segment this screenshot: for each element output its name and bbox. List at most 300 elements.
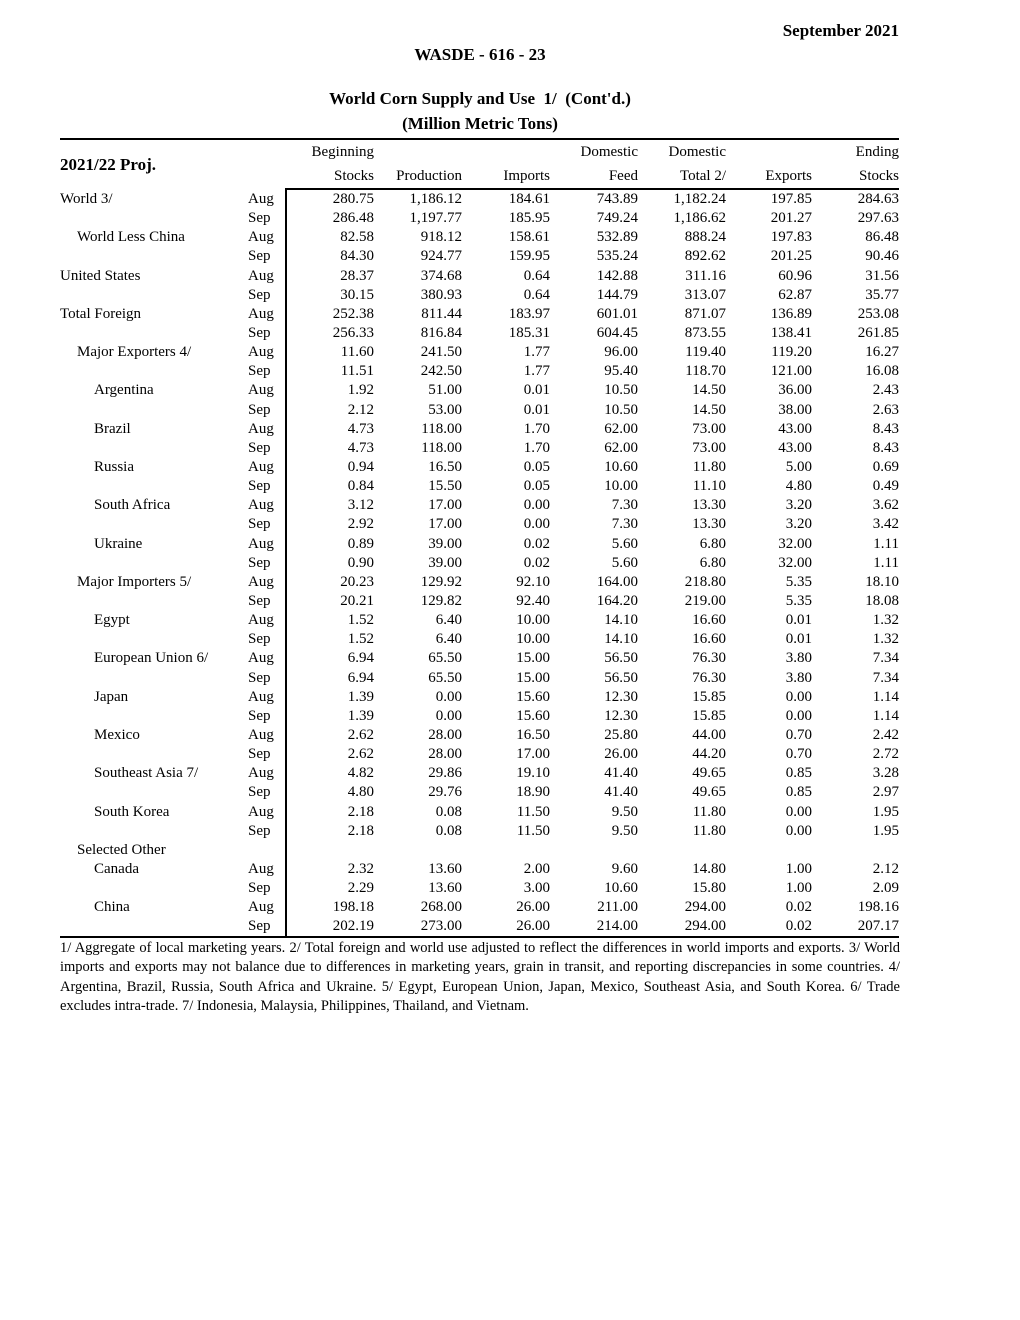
row-month: Aug xyxy=(248,803,274,820)
row-month: Sep xyxy=(248,363,271,380)
cell-beginning-stocks: 2.18 xyxy=(286,803,374,822)
cell-exports: 32.00 xyxy=(778,554,812,571)
row-month: Sep xyxy=(248,746,271,763)
row-month: Aug xyxy=(248,573,274,590)
cell-beginning-stocks: 1.52 xyxy=(286,630,374,649)
cell-ending-stocks: 1.95 xyxy=(872,822,899,839)
cell-exports: 5.00 xyxy=(785,459,812,476)
cell-domestic-feed: 743.89 xyxy=(596,191,638,208)
row-month: Sep xyxy=(248,669,271,686)
table-row xyxy=(60,803,899,822)
cell-production: 65.50 xyxy=(428,650,462,667)
row-month: Aug xyxy=(248,382,274,399)
cell-domestic-total: 49.65 xyxy=(692,765,726,782)
table-row xyxy=(60,362,899,381)
period-label: 2021/22 Proj. xyxy=(60,139,248,189)
row-month: Sep xyxy=(248,325,271,342)
cell-production: 380.93 xyxy=(420,286,462,303)
cell-beginning-stocks: 1.92 xyxy=(286,381,374,400)
cell-ending-stocks xyxy=(812,841,899,860)
table-row xyxy=(60,688,899,707)
row-label xyxy=(60,362,248,381)
cell-beginning-stocks: 4.73 xyxy=(286,420,374,439)
cell-ending-stocks: 1.32 xyxy=(872,612,899,629)
cell-beginning-stocks: 20.21 xyxy=(286,592,374,611)
cell-imports: 18.90 xyxy=(516,784,550,801)
cell-imports: 183.97 xyxy=(508,305,550,322)
cell-ending-stocks: 297.63 xyxy=(857,210,899,227)
row-label: Japan xyxy=(94,688,129,705)
cell-exports: 0.01 xyxy=(785,612,812,629)
table-row xyxy=(60,822,899,841)
row-month: Aug xyxy=(248,612,274,629)
cell-beginning-stocks: 1.52 xyxy=(286,611,374,630)
cell-imports: 0.05 xyxy=(523,459,550,476)
cell-domestic-feed xyxy=(550,841,638,860)
table-title-block xyxy=(0,86,960,136)
cell-ending-stocks: 18.08 xyxy=(865,593,899,610)
row-month: Aug xyxy=(248,190,274,207)
row-month: Aug xyxy=(248,229,274,246)
cell-ending-stocks: 7.34 xyxy=(872,669,899,686)
cell-exports: 0.00 xyxy=(785,822,812,839)
row-month: Sep xyxy=(248,439,271,456)
cell-ending-stocks: 284.63 xyxy=(857,191,899,208)
cell-domestic-total: 888.24 xyxy=(684,229,726,246)
corn-supply-table xyxy=(60,138,899,938)
cell-beginning-stocks: 6.94 xyxy=(286,669,374,688)
cell-exports: 0.85 xyxy=(785,765,812,782)
cell-production: 118.00 xyxy=(421,420,462,437)
cell-domestic-total: 14.50 xyxy=(692,401,726,418)
row-label: Major Importers 5/ xyxy=(77,573,192,590)
cell-beginning-stocks: 2.32 xyxy=(286,860,374,879)
cell-domestic-total: 44.20 xyxy=(692,746,726,763)
col-header-imports-1 xyxy=(462,139,550,164)
cell-exports: 201.27 xyxy=(770,210,812,227)
cell-beginning-stocks: 0.90 xyxy=(286,554,374,573)
row-label: Major Exporters 4/ xyxy=(77,344,192,361)
cell-production: 17.00 xyxy=(428,516,462,533)
table-row xyxy=(60,611,899,630)
col-header-beginning-stocks-2: Stocks xyxy=(286,164,374,189)
cell-production: 0.00 xyxy=(435,688,462,705)
cell-exports: 62.87 xyxy=(778,286,812,303)
cell-exports: 36.00 xyxy=(778,382,812,399)
cell-domestic-total: 892.62 xyxy=(684,248,726,265)
cell-domestic-feed: 10.50 xyxy=(604,382,638,399)
cell-production: 51.00 xyxy=(428,382,462,399)
cell-domestic-feed: 9.50 xyxy=(611,822,638,839)
cell-ending-stocks: 1.11 xyxy=(873,535,899,552)
cell-domestic-total: 13.30 xyxy=(692,516,726,533)
cell-imports: 159.95 xyxy=(508,248,550,265)
row-label xyxy=(60,439,248,458)
cell-production: 13.60 xyxy=(428,860,462,877)
cell-imports: 10.00 xyxy=(516,631,550,648)
row-label xyxy=(60,822,248,841)
cell-exports: 1.00 xyxy=(785,860,812,877)
cell-exports: 0.02 xyxy=(785,899,812,916)
table-row xyxy=(60,783,899,802)
cell-exports: 43.00 xyxy=(778,420,812,437)
cell-beginning-stocks: 11.51 xyxy=(286,362,374,381)
cell-imports: 1.77 xyxy=(523,363,550,380)
cell-domestic-feed: 26.00 xyxy=(604,746,638,763)
col-header-domestic-total-1: Domestic xyxy=(638,139,726,164)
cell-imports: 11.50 xyxy=(516,803,550,820)
cell-imports: 10.00 xyxy=(516,612,550,629)
cell-imports: 26.00 xyxy=(516,899,550,916)
table-row xyxy=(60,305,899,324)
cell-beginning-stocks: 4.82 xyxy=(286,764,374,783)
cell-domestic-total: 76.30 xyxy=(692,669,726,686)
cell-beginning-stocks: 2.29 xyxy=(286,879,374,898)
row-label xyxy=(60,209,248,228)
row-label: Brazil xyxy=(94,420,131,437)
cell-ending-stocks: 7.34 xyxy=(872,650,899,667)
row-label: United States xyxy=(60,267,141,284)
cell-domestic-feed: 56.50 xyxy=(604,650,638,667)
table-row xyxy=(60,267,899,286)
cell-ending-stocks: 198.16 xyxy=(857,899,899,916)
col-header-ending-stocks-2: Stocks xyxy=(812,164,899,189)
row-month: Aug xyxy=(248,535,274,552)
cell-beginning-stocks: 1.39 xyxy=(286,707,374,726)
cell-exports: 1.00 xyxy=(785,880,812,897)
cell-imports: 92.10 xyxy=(516,573,550,590)
row-label xyxy=(60,247,248,266)
row-month: Sep xyxy=(248,822,271,839)
cell-ending-stocks: 2.43 xyxy=(872,382,899,399)
cell-domestic-total: 873.55 xyxy=(684,325,726,342)
cell-ending-stocks: 86.48 xyxy=(865,229,899,246)
cell-production: 28.00 xyxy=(428,746,462,763)
table-row xyxy=(60,764,899,783)
cell-ending-stocks: 2.97 xyxy=(872,784,899,801)
cell-imports: 158.61 xyxy=(508,229,550,246)
table-row xyxy=(60,535,899,554)
table-row xyxy=(60,917,899,937)
cell-imports: 19.10 xyxy=(516,765,550,782)
cell-domestic-feed: 62.00 xyxy=(604,420,638,437)
cell-ending-stocks: 2.12 xyxy=(872,860,899,877)
row-month: Sep xyxy=(248,707,271,724)
cell-domestic-total: 313.07 xyxy=(684,286,726,303)
cell-domestic-feed: 10.60 xyxy=(604,880,638,897)
cell-domestic-total: 218.80 xyxy=(684,573,726,590)
cell-beginning-stocks: 3.12 xyxy=(286,496,374,515)
cell-domestic-total: 1,186.62 xyxy=(673,210,726,227)
table-row xyxy=(60,841,899,860)
cell-imports: 92.40 xyxy=(516,593,550,610)
row-label: Canada xyxy=(94,860,139,877)
cell-production: 28.00 xyxy=(428,727,462,743)
row-label: South Korea xyxy=(94,803,170,820)
row-month: Sep xyxy=(248,478,271,495)
cell-domestic-feed: 211.00 xyxy=(597,899,638,916)
cell-ending-stocks: 1.95 xyxy=(872,803,899,820)
cell-domestic-total: 15.85 xyxy=(692,688,726,705)
cell-imports: 0.64 xyxy=(523,267,550,284)
table-units: (Million Metric Tons) xyxy=(402,114,558,133)
cell-domestic-feed: 749.24 xyxy=(596,210,638,227)
cell-imports: 184.61 xyxy=(508,191,550,208)
cell-beginning-stocks: 2.12 xyxy=(286,401,374,420)
row-month: Sep xyxy=(248,784,271,801)
cell-ending-stocks: 0.49 xyxy=(872,478,899,495)
row-label: Mexico xyxy=(94,727,140,743)
col-header-domestic-total-2: Total 2/ xyxy=(638,164,726,189)
cell-domestic-feed: 25.80 xyxy=(604,727,638,743)
cell-domestic-total: 44.00 xyxy=(692,727,726,743)
cell-domestic-feed: 7.30 xyxy=(611,497,638,514)
cell-production: 273.00 xyxy=(374,917,462,937)
cell-domestic-feed: 144.79 xyxy=(596,286,638,303)
row-label xyxy=(60,707,248,726)
col-header-exports-1 xyxy=(726,139,812,164)
col-header-production-1 xyxy=(374,139,462,164)
row-month: Sep xyxy=(248,401,271,418)
row-month xyxy=(248,841,286,860)
row-label: Argentina xyxy=(94,382,154,399)
row-month: Sep xyxy=(248,210,271,227)
cell-domestic-total: 219.00 xyxy=(684,593,726,610)
cell-exports: 0.02 xyxy=(726,917,812,937)
cell-domestic-feed: 9.50 xyxy=(611,803,638,820)
cell-exports: 119.20 xyxy=(771,344,812,361)
cell-production: 241.50 xyxy=(420,344,462,361)
cell-exports: 60.96 xyxy=(778,267,812,284)
cell-beginning-stocks: 4.73 xyxy=(286,439,374,458)
cell-domestic-feed: 604.45 xyxy=(596,325,638,342)
cell-production xyxy=(374,841,462,860)
cell-domestic-total: 6.80 xyxy=(699,535,726,552)
table-row xyxy=(60,458,899,477)
cell-exports: 3.20 xyxy=(785,516,812,533)
cell-domestic-total: 1,182.24 xyxy=(673,191,726,208)
row-label: World Less China xyxy=(77,229,185,246)
table-row xyxy=(60,286,899,305)
table-row xyxy=(60,573,899,592)
cell-domestic-total: 11.80 xyxy=(692,803,726,820)
cell-beginning-stocks: 2.62 xyxy=(286,745,374,764)
cell-domestic-total: 76.30 xyxy=(692,650,726,667)
cell-production: 29.86 xyxy=(428,765,462,782)
table-row xyxy=(60,860,899,879)
cell-exports: 201.25 xyxy=(770,248,812,265)
cell-production: 13.60 xyxy=(428,880,462,897)
cell-imports: 1.70 xyxy=(523,439,550,456)
cell-ending-stocks: 3.42 xyxy=(872,516,899,533)
cell-domestic-total: 11.10 xyxy=(692,478,726,495)
table-row xyxy=(60,247,899,266)
table-row xyxy=(60,477,899,496)
cell-ending-stocks: 261.85 xyxy=(857,325,899,342)
table-row xyxy=(60,592,899,611)
cell-domestic-feed: 535.24 xyxy=(596,248,638,265)
cell-domestic-total: 11.80 xyxy=(692,822,726,839)
cell-ending-stocks: 90.46 xyxy=(865,248,899,265)
cell-ending-stocks: 8.43 xyxy=(872,420,899,437)
cell-imports: 0.05 xyxy=(523,478,550,495)
table-row xyxy=(60,496,899,515)
row-label: China xyxy=(94,899,130,916)
cell-imports: 11.50 xyxy=(516,822,550,839)
row-label: Egypt xyxy=(94,612,130,629)
table-row xyxy=(60,439,899,458)
table-row xyxy=(60,879,899,898)
cell-imports: 0.00 xyxy=(523,497,550,514)
cell-ending-stocks: 2.63 xyxy=(872,401,899,418)
row-label: South Africa xyxy=(94,497,171,514)
cell-exports: 0.00 xyxy=(785,707,812,724)
col-header-domestic-feed-1: Domestic xyxy=(550,139,638,164)
row-month: Sep xyxy=(248,286,271,303)
cell-exports: 3.80 xyxy=(785,669,812,686)
cell-domestic-feed: 164.00 xyxy=(596,573,638,590)
cell-exports: 0.70 xyxy=(785,746,812,763)
cell-imports: 0.64 xyxy=(523,286,550,303)
cell-imports: 3.00 xyxy=(523,880,550,897)
cell-production: 129.92 xyxy=(420,573,462,590)
cell-beginning-stocks: 2.18 xyxy=(286,822,374,841)
report-id: WASDE - 616 - 23 xyxy=(414,45,546,64)
row-month: Aug xyxy=(248,459,274,476)
col-header-ending-stocks-1: Ending xyxy=(812,139,899,164)
row-month: Aug xyxy=(248,765,274,782)
row-label xyxy=(60,917,248,937)
cell-domestic-total: 119.40 xyxy=(685,344,726,361)
table-row xyxy=(60,669,899,688)
cell-domestic-total: 73.00 xyxy=(692,420,726,437)
cell-beginning-stocks xyxy=(286,841,374,860)
row-month: Aug xyxy=(248,497,274,514)
cell-exports: 0.85 xyxy=(785,784,812,801)
row-month: Sep xyxy=(248,554,271,571)
cell-beginning-stocks: 20.23 xyxy=(286,573,374,592)
row-label: Total Foreign xyxy=(60,305,142,322)
cell-imports: 16.50 xyxy=(516,727,550,743)
cell-production: 1,197.77 xyxy=(409,210,462,227)
cell-production: 65.50 xyxy=(428,669,462,686)
table-row xyxy=(60,381,899,400)
cell-domestic-feed: 95.40 xyxy=(604,363,638,380)
cell-production: 0.08 xyxy=(435,803,462,820)
table-title: World Corn Supply and Use 1/ (Cont'd.) xyxy=(329,89,631,108)
cell-imports: 17.00 xyxy=(516,746,550,763)
row-label: World 3/ xyxy=(60,190,113,207)
cell-domestic-feed: 142.88 xyxy=(596,267,638,284)
table-row xyxy=(60,630,899,649)
cell-domestic-total: 14.80 xyxy=(692,860,726,877)
row-label: Selected Other xyxy=(77,841,166,858)
cell-ending-stocks: 16.08 xyxy=(865,363,899,380)
cell-domestic-total: 73.00 xyxy=(692,439,726,456)
cell-beginning-stocks: 286.48 xyxy=(286,209,374,228)
cell-ending-stocks: 2.42 xyxy=(872,727,899,743)
cell-production: 29.76 xyxy=(428,784,462,801)
cell-domestic-total xyxy=(638,841,726,860)
cell-ending-stocks: 3.28 xyxy=(872,765,899,782)
cell-beginning-stocks: 256.33 xyxy=(286,324,374,343)
cell-ending-stocks: 18.10 xyxy=(865,573,899,590)
cell-exports: 0.00 xyxy=(785,803,812,820)
cell-domestic-total: 14.50 xyxy=(692,382,726,399)
cell-domestic-feed: 214.00 xyxy=(550,917,638,937)
cell-production: 118.00 xyxy=(421,439,462,456)
row-label xyxy=(60,592,248,611)
cell-domestic-feed: 10.50 xyxy=(604,401,638,418)
table-row xyxy=(60,209,899,228)
cell-production: 39.00 xyxy=(428,535,462,552)
cell-exports: 5.35 xyxy=(785,593,812,610)
cell-domestic-feed: 14.10 xyxy=(604,612,638,629)
cell-imports: 0.02 xyxy=(523,535,550,552)
row-month: Sep xyxy=(248,516,271,533)
cell-domestic-total: 118.70 xyxy=(685,363,726,380)
row-month: Sep xyxy=(248,248,271,265)
cell-production: 6.40 xyxy=(435,612,462,629)
row-label xyxy=(60,879,248,898)
cell-beginning-stocks: 11.60 xyxy=(286,343,374,362)
cell-beginning-stocks: 252.38 xyxy=(286,305,374,324)
cell-imports: 26.00 xyxy=(462,917,550,937)
cell-beginning-stocks: 30.15 xyxy=(286,286,374,305)
cell-imports: 0.01 xyxy=(523,382,550,399)
cell-production: 15.50 xyxy=(428,478,462,495)
table-row xyxy=(60,420,899,439)
row-month: Sep xyxy=(248,917,286,937)
cell-beginning-stocks: 2.62 xyxy=(286,726,374,745)
cell-exports: 3.80 xyxy=(785,650,812,667)
cell-domestic-feed: 10.60 xyxy=(604,459,638,476)
cell-exports: 121.00 xyxy=(770,363,812,380)
cell-production: 129.82 xyxy=(420,593,462,610)
cell-ending-stocks: 1.14 xyxy=(872,688,899,705)
cell-imports: 2.00 xyxy=(523,860,550,877)
table-row xyxy=(60,515,899,534)
col-header-imports-2: Imports xyxy=(462,164,550,189)
cell-domestic-feed: 41.40 xyxy=(604,765,638,782)
cell-production: 268.00 xyxy=(420,899,462,916)
table-row xyxy=(60,343,899,362)
cell-exports: 32.00 xyxy=(778,535,812,552)
cell-domestic-total: 16.60 xyxy=(692,612,726,629)
cell-domestic-total: 294.00 xyxy=(684,899,726,916)
row-label: Russia xyxy=(94,459,135,476)
cell-exports: 43.00 xyxy=(778,439,812,456)
cell-imports: 0.02 xyxy=(523,554,550,571)
cell-imports: 15.00 xyxy=(516,669,550,686)
cell-beginning-stocks: 0.94 xyxy=(286,458,374,477)
cell-imports: 15.60 xyxy=(516,707,550,724)
cell-beginning-stocks: 28.37 xyxy=(286,267,374,286)
row-month: Aug xyxy=(248,420,274,437)
col-header-domestic-feed-2: Feed xyxy=(550,164,638,189)
table-row xyxy=(60,707,899,726)
cell-exports: 5.35 xyxy=(785,573,812,590)
cell-domestic-feed: 5.60 xyxy=(611,554,638,571)
row-label: European Union 6/ xyxy=(94,650,209,667)
cell-domestic-feed: 601.01 xyxy=(596,305,638,322)
cell-domestic-total: 11.80 xyxy=(692,459,726,476)
cell-beginning-stocks: 1.39 xyxy=(286,688,374,707)
cell-imports: 185.31 xyxy=(508,325,550,342)
cell-beginning-stocks: 0.84 xyxy=(286,477,374,496)
row-label: Southeast Asia 7/ xyxy=(94,765,199,782)
row-month: Sep xyxy=(248,593,271,610)
